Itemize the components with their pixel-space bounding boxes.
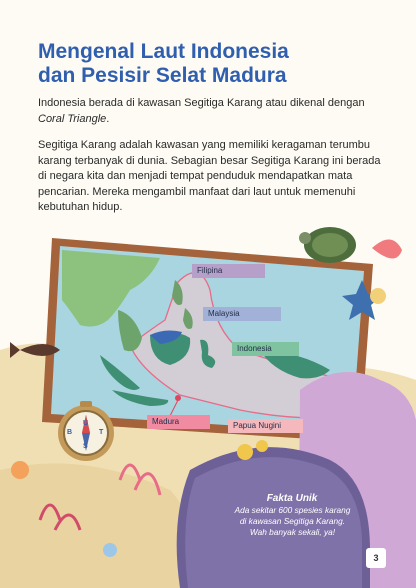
fakta-line-2: di kawasan Segitiga Karang. [239,516,346,526]
shell-blue [103,543,117,557]
label-madura: Madura [147,415,210,429]
fakta-unik-title: Fakta Unik [266,493,318,504]
title-line-2: dan Pesisir Selat Madura [38,64,287,87]
label-papua-nugini: Papua Nugini [228,419,303,433]
label-filipina: Filipina [192,264,265,278]
compass-b: B [67,429,73,436]
coral-yellow-2 [256,440,268,452]
coral-yellow [237,444,253,460]
page-number: 3 [366,548,386,568]
intro-paragraph [38,96,383,127]
body-paragraph: Segitiga Karang adalah kawasan yang memiliki keragaman terumbu karang terbanyak di dunia. Sebagian besar Segitiga Karang ini berada di negara kita dan menjadi tempat penduduk mendapatkan mata pencarian. Mereka mengambil manfaat dari laut untuk memenuhi kebutuhan hidup. [38,139,381,213]
title-line-1: Mengenal Laut Indonesia [38,40,289,63]
label-indonesia: Indonesia [232,342,299,356]
fakta-unik-body [210,505,375,538]
compass-t: T [99,429,104,436]
turtle-illustration [299,227,356,263]
intro-end: . [106,112,110,125]
label-malaysia: Malaysia [203,307,281,321]
seashell-pink [372,239,402,258]
compass-s: S [83,443,88,450]
fakta-line-1: Ada sekitar 600 spesies karang [234,505,351,515]
shell-orange [11,461,29,479]
intro-text: Indonesia berada di kawasan Segitiga Karang atau dikenal dengan [38,97,365,109]
compass-u: U [83,420,89,427]
page-title [38,40,378,88]
fakta-line-3: Wah banyak sekali, ya! [249,527,336,537]
seashell-yellow [370,288,386,304]
coral-triangle-term: Coral Triangle [38,112,107,125]
